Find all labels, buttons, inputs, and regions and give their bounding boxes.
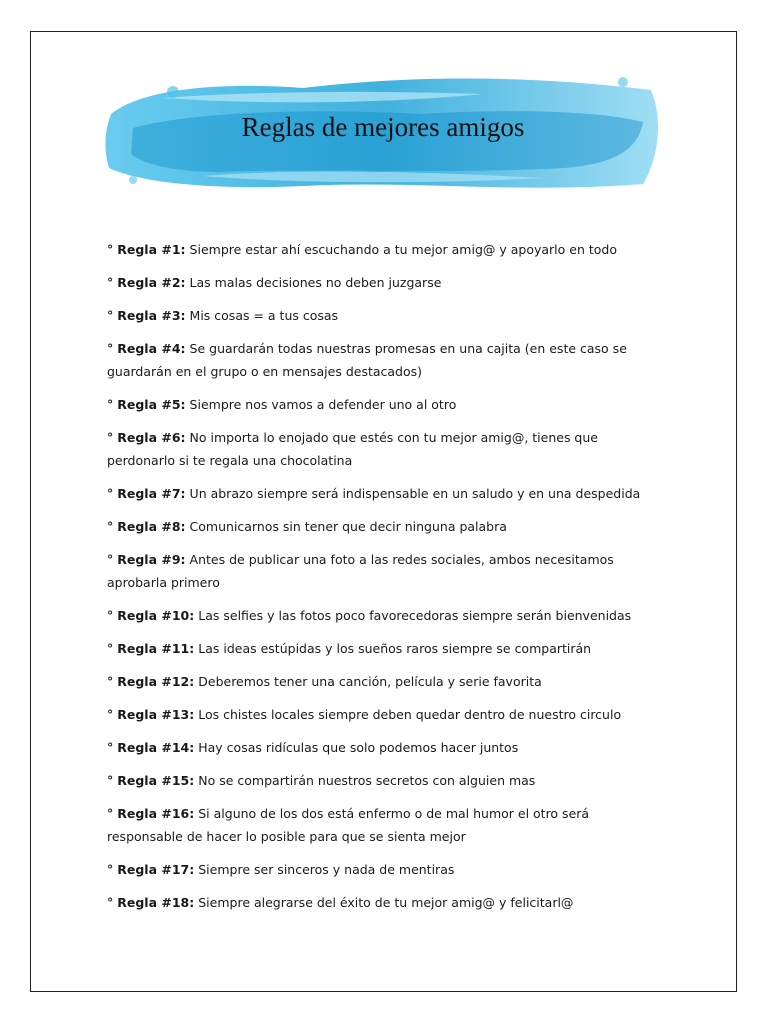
rule-item bbox=[107, 891, 667, 914]
rule-text: Siempre ser sinceros y nada de mentiras bbox=[198, 862, 455, 877]
rule-item bbox=[107, 670, 667, 693]
rule-item bbox=[107, 802, 667, 848]
document-page bbox=[30, 31, 737, 992]
rule-item bbox=[107, 393, 667, 416]
rule-text: Deberemos tener una canción, película y serie favorita bbox=[198, 674, 542, 689]
rule-item bbox=[107, 858, 667, 881]
rule-label: Regla #7: bbox=[117, 486, 186, 501]
rule-item bbox=[107, 604, 667, 627]
rule-label: Regla #18: bbox=[117, 895, 195, 910]
rule-item bbox=[107, 482, 667, 505]
bullet-icon: ° bbox=[107, 397, 114, 412]
rule-text: Los chistes locales siempre deben quedar dentro de nuestro circulo bbox=[198, 707, 622, 722]
bullet-icon: ° bbox=[107, 773, 114, 788]
rule-label: Regla #5: bbox=[117, 397, 186, 412]
rule-item bbox=[107, 238, 667, 261]
rule-label: Regla #10: bbox=[117, 608, 195, 623]
rule-text: Las ideas estúpidas y los sueños raros siempre se compartirán bbox=[198, 641, 592, 656]
rule-item bbox=[107, 548, 667, 594]
bullet-icon: ° bbox=[107, 608, 114, 623]
bullet-icon: ° bbox=[107, 275, 114, 290]
rule-item bbox=[107, 769, 667, 792]
rule-item bbox=[107, 337, 667, 383]
bullet-icon: ° bbox=[107, 862, 114, 877]
rule-label: Regla #1: bbox=[117, 242, 186, 257]
rule-item bbox=[107, 736, 667, 759]
bullet-icon: ° bbox=[107, 707, 114, 722]
rule-label: Regla #8: bbox=[117, 519, 186, 534]
bullet-icon: ° bbox=[107, 895, 114, 910]
bullet-icon: ° bbox=[107, 308, 114, 323]
rule-text: Las malas decisiones no deben juzgarse bbox=[189, 275, 442, 290]
rule-text: Comunicarnos sin tener que decir ninguna palabra bbox=[189, 519, 507, 534]
bullet-icon: ° bbox=[107, 806, 114, 821]
rule-label: Regla #13: bbox=[117, 707, 195, 722]
rule-item bbox=[107, 637, 667, 660]
rule-text: Antes de publicar una foto a las redes sociales, ambos necesitamos aprobarla primero bbox=[107, 552, 614, 590]
rule-text: Hay cosas ridículas que solo podemos hacer juntos bbox=[198, 740, 519, 755]
rule-label: Regla #2: bbox=[117, 275, 186, 290]
rule-item bbox=[107, 426, 667, 472]
rule-text: No se compartirán nuestros secretos con alguien mas bbox=[198, 773, 536, 788]
rule-label: Regla #14: bbox=[117, 740, 195, 755]
rule-label: Regla #11: bbox=[117, 641, 195, 656]
bullet-icon: ° bbox=[107, 552, 114, 567]
rule-label: Regla #12: bbox=[117, 674, 195, 689]
rule-item bbox=[107, 271, 667, 294]
rule-label: Regla #3: bbox=[117, 308, 186, 323]
bullet-icon: ° bbox=[107, 519, 114, 534]
rule-label: Regla #15: bbox=[117, 773, 195, 788]
rule-text: Se guardarán todas nuestras promesas en una cajita (en este caso se guardarán en el grupo o en mensajes destacados) bbox=[107, 341, 627, 379]
watercolor-banner bbox=[103, 68, 663, 196]
rule-label: Regla #17: bbox=[117, 862, 195, 877]
rule-text: Siempre alegrarse del éxito de tu mejor amig@ y felicitarl@ bbox=[198, 895, 574, 910]
rule-label: Regla #4: bbox=[117, 341, 186, 356]
rule-text: Siempre estar ahí escuchando a tu mejor amig@ y apoyarlo en todo bbox=[189, 242, 617, 257]
bullet-icon: ° bbox=[107, 341, 114, 356]
bullet-icon: ° bbox=[107, 242, 114, 257]
rule-text: Mis cosas = a tus cosas bbox=[189, 308, 339, 323]
bullet-icon: ° bbox=[107, 430, 114, 445]
rule-text: Un abrazo siempre será indispensable en un saludo y en una despedida bbox=[189, 486, 641, 501]
rule-text: Si alguno de los dos está enfermo o de mal humor el otro será responsable de hacer lo posible para que se sienta mejor bbox=[107, 806, 590, 844]
rule-item bbox=[107, 515, 667, 538]
rule-text: Las selfies y las fotos poco favorecedoras siempre serán bienvenidas bbox=[198, 608, 632, 623]
rule-item bbox=[107, 304, 667, 327]
bullet-icon: ° bbox=[107, 486, 114, 501]
bullet-icon: ° bbox=[107, 641, 114, 656]
bullet-icon: ° bbox=[107, 740, 114, 755]
rules-list bbox=[107, 238, 667, 924]
page-title: Reglas de mejores amigos bbox=[241, 112, 525, 142]
rule-label: Regla #16: bbox=[117, 806, 195, 821]
bullet-icon: ° bbox=[107, 674, 114, 689]
rule-item bbox=[107, 703, 667, 726]
rule-label: Regla #6: bbox=[117, 430, 186, 445]
rule-label: Regla #9: bbox=[117, 552, 186, 567]
rule-text: No importa lo enojado que estés con tu mejor amig@, tienes que perdonarlo si te regala una chocolatina bbox=[107, 430, 598, 468]
rule-text: Siempre nos vamos a defender uno al otro bbox=[189, 397, 457, 412]
